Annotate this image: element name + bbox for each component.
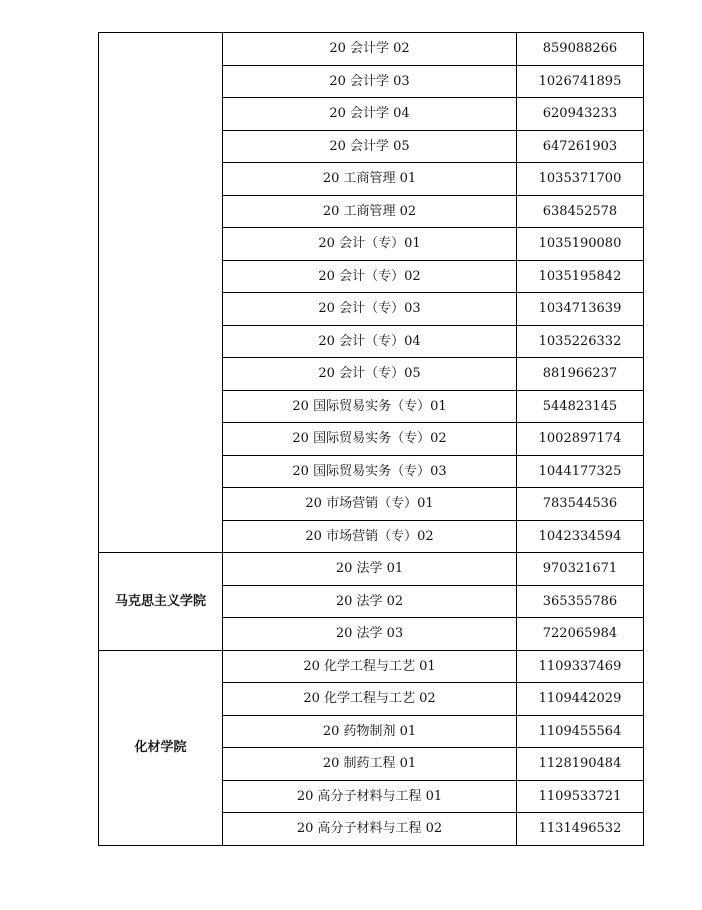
group-number-cell: 1109455564	[517, 715, 644, 748]
group-number-cell: 722065984	[517, 618, 644, 651]
group-number-cell: 365355786	[517, 585, 644, 618]
group-number-cell: 881966237	[517, 358, 644, 391]
group-number-cell: 783544536	[517, 488, 644, 521]
group-number-cell: 1109533721	[517, 780, 644, 813]
group-number-cell: 1035195842	[517, 260, 644, 293]
class-name-cell: 20 会计（专）01	[223, 228, 517, 261]
class-name-cell: 20 法学 03	[223, 618, 517, 651]
table-row	[99, 553, 644, 586]
group-number-cell: 1035226332	[517, 325, 644, 358]
class-name-cell: 20 会计学 05	[223, 130, 517, 163]
group-number-cell: 1035371700	[517, 163, 644, 196]
class-name-cell: 20 会计（专）04	[223, 325, 517, 358]
group-number-cell: 1035190080	[517, 228, 644, 261]
class-name-cell: 20 会计（专）02	[223, 260, 517, 293]
table-row	[99, 650, 644, 683]
class-name-cell: 20 市场营销（专）02	[223, 520, 517, 553]
class-name-cell: 20 国际贸易实务（专）02	[223, 423, 517, 456]
class-name-cell: 20 会计（专）05	[223, 358, 517, 391]
group-number-cell: 638452578	[517, 195, 644, 228]
group-number-cell: 544823145	[517, 390, 644, 423]
class-name-cell: 20 化学工程与工艺 02	[223, 683, 517, 716]
group-number-cell: 1109337469	[517, 650, 644, 683]
class-name-cell: 20 药物制剂 01	[223, 715, 517, 748]
class-name-cell: 20 国际贸易实务（专）01	[223, 390, 517, 423]
college-cell: 马克思主义学院	[99, 553, 223, 651]
group-number-cell: 1131496532	[517, 813, 644, 846]
class-name-cell: 20 化学工程与工艺 01	[223, 650, 517, 683]
group-number-cell: 1042334594	[517, 520, 644, 553]
group-number-cell: 1026741895	[517, 65, 644, 98]
class-name-cell: 20 国际贸易实务（专）03	[223, 455, 517, 488]
group-number-cell: 859088266	[517, 33, 644, 66]
group-number-cell: 620943233	[517, 98, 644, 131]
college-cell	[99, 33, 223, 553]
group-number-cell: 1109442029	[517, 683, 644, 716]
table-body	[99, 33, 644, 846]
class-name-cell: 20 会计学 04	[223, 98, 517, 131]
college-cell: 化材学院	[99, 650, 223, 845]
table-row	[99, 33, 644, 66]
class-name-cell: 20 制药工程 01	[223, 748, 517, 781]
group-number-cell: 970321671	[517, 553, 644, 586]
class-name-cell: 20 会计学 03	[223, 65, 517, 98]
class-name-cell: 20 高分子材料与工程 01	[223, 780, 517, 813]
class-name-cell: 20 会计（专）03	[223, 293, 517, 326]
group-number-cell: 1034713639	[517, 293, 644, 326]
class-name-cell: 20 工商管理 02	[223, 195, 517, 228]
class-name-cell: 20 会计学 02	[223, 33, 517, 66]
class-name-cell: 20 高分子材料与工程 02	[223, 813, 517, 846]
group-number-cell: 1002897174	[517, 423, 644, 456]
class-group-table	[98, 32, 644, 846]
class-name-cell: 20 市场营销（专）01	[223, 488, 517, 521]
class-name-cell: 20 法学 02	[223, 585, 517, 618]
group-number-cell: 647261903	[517, 130, 644, 163]
class-name-cell: 20 法学 01	[223, 553, 517, 586]
class-name-cell: 20 工商管理 01	[223, 163, 517, 196]
group-number-cell: 1128190484	[517, 748, 644, 781]
group-number-cell: 1044177325	[517, 455, 644, 488]
